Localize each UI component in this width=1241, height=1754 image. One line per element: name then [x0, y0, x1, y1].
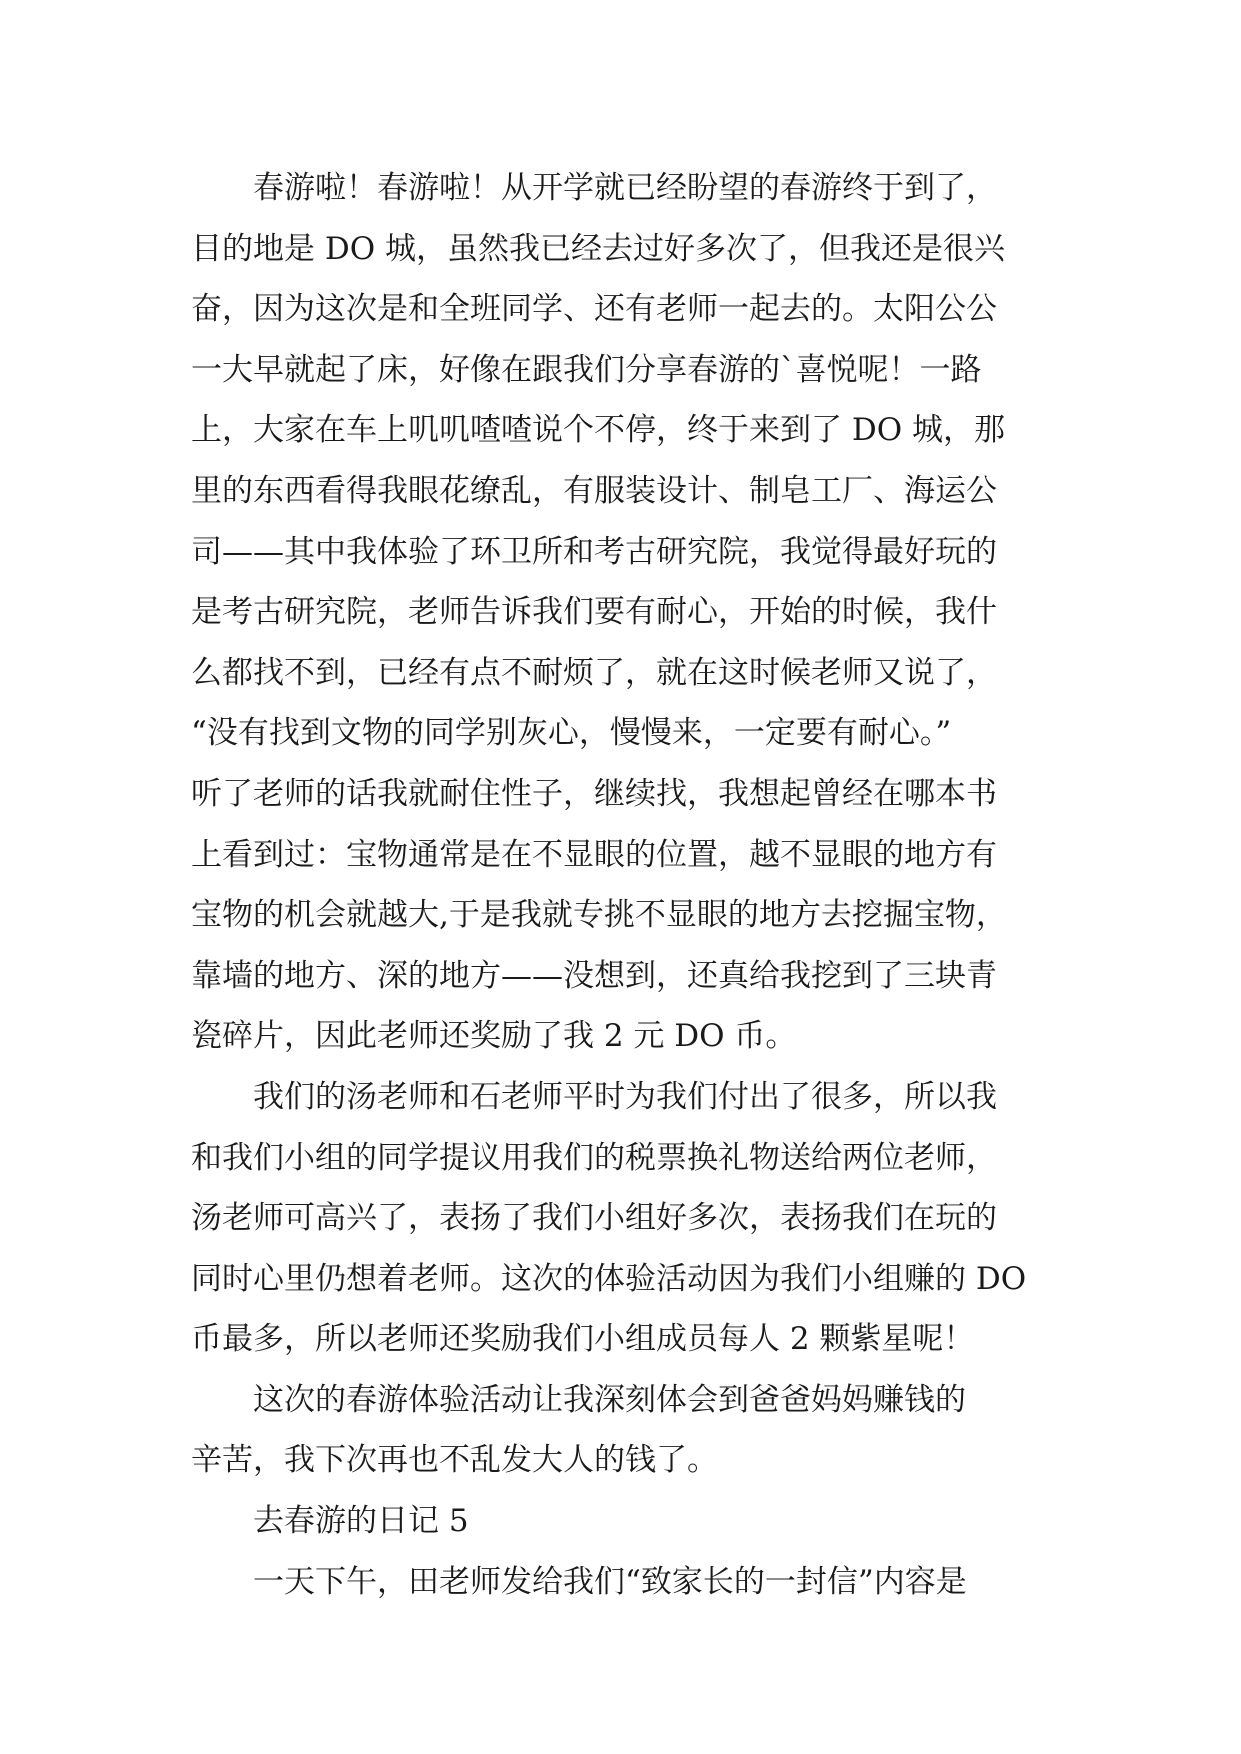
- text-line: 和我们小组的同学提议用我们的税票换礼物送给两位老师，: [191, 1139, 997, 1176]
- text-line: 么都找不到，已经有点不耐烦了，就在这时候老师又说了，: [191, 654, 997, 691]
- text-line: 是考古研究院，老师告诉我们要有耐心，开始的时候，我什: [191, 594, 997, 631]
- text-line: 宝物的机会就越大,于是我就专挑不显眼的地方去挖掘宝物，: [191, 897, 1007, 934]
- text-line: 上看到过：宝物通常是在不显眼的位置，越不显眼的地方有: [191, 836, 997, 873]
- document-body: [191, 158, 1071, 1612]
- text-line: “没有找到文物的同学别灰心，慢慢来，一定要有耐心。”: [191, 715, 952, 752]
- text-line: 币最多，所以老师还奖励我们小组成员每人 2 颗紫星呢！: [191, 1321, 975, 1358]
- text-line: 辛苦，我下次再也不乱发大人的钱了。: [191, 1442, 718, 1479]
- text-line: 司——其中我体验了环卫所和考古研究院，我觉得最好玩的: [191, 533, 997, 570]
- text-line: 一天下午，田老师发给我们“致家长的一封信”内容是: [191, 1563, 967, 1600]
- section-heading: 去春游的日记 5: [191, 1503, 469, 1540]
- text-line: 听了老师的话我就耐住性子，继续找，我想起曾经在哪本书: [191, 775, 997, 812]
- text-line: 同时心里仍想着老师。这次的体验活动因为我们小组赚的 DO: [191, 1260, 1027, 1297]
- text-line: 奋，因为这次是和全班同学、还有老师一起去的。太阳公公: [191, 291, 997, 328]
- text-line: 春游啦！春游啦！从开学就已经盼望的春游终于到了，: [191, 170, 997, 206]
- text-line: 一大早就起了床，好像在跟我们分享春游的`喜悦呢！一路: [191, 351, 982, 388]
- text-line: 靠墙的地方、深的地方——没想到，还真给我挖到了三块青: [191, 957, 997, 994]
- text-line: 我们的汤老师和石老师平时为我们付出了很多，所以我: [191, 1078, 997, 1115]
- text-line: 这次的春游体验活动让我深刻体会到爸爸妈妈赚钱的: [191, 1381, 966, 1418]
- text-line: 上，大家在车上叽叽喳喳说个不停，终于来到了 DO 城，那: [191, 412, 1005, 449]
- text-line: 汤老师可高兴了，表扬了我们小组好多次，表扬我们在玩的: [191, 1200, 997, 1237]
- text-line: 目的地是 DO 城，虽然我已经去过好多次了，但我还是很兴: [191, 230, 1005, 267]
- text-line: 瓷碎片，因此老师还奖励了我 2 元 DO 币。: [191, 1018, 797, 1055]
- text-line: 里的东西看得我眼花缭乱，有服装设计、制皂工厂、海运公: [191, 472, 997, 509]
